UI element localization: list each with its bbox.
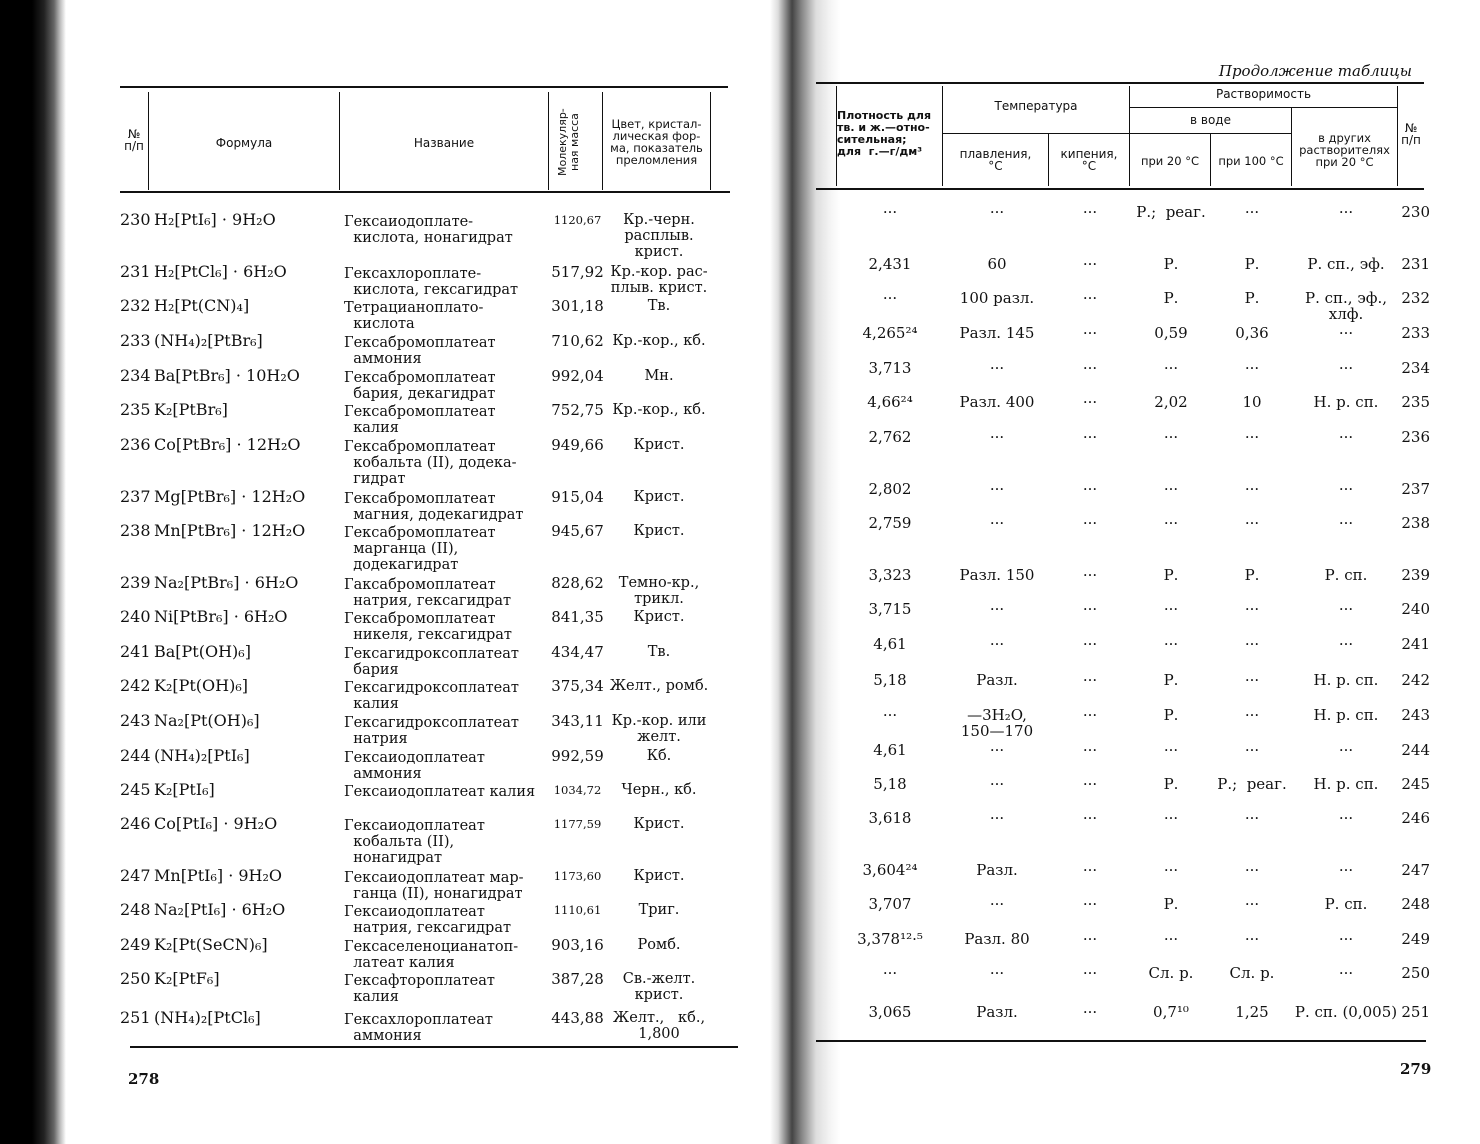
row-solubility-other: Р. сп. (1324, 895, 1368, 913)
row-formula: Mg[PtBr₆] · 12H₂O (154, 487, 306, 506)
row-color-form: Крист. (633, 609, 685, 625)
row-molecular-mass: 1034,72 (553, 783, 602, 797)
row-number: 244 (120, 746, 151, 765)
row-molecular-mass: 387,28 (551, 970, 604, 988)
row-color-form: Кр.-кор. рас- плыв. крист. (610, 264, 708, 296)
row-melting-point: ··· (989, 635, 1005, 653)
row-density: ··· (882, 289, 898, 307)
row-formula: Ni[PtBr₆] · 6H₂O (154, 607, 288, 626)
row-solubility-20: ··· (1163, 741, 1179, 759)
row-density: 4,61 (873, 635, 907, 653)
row-solubility-other: ··· (1338, 930, 1354, 948)
row-molecular-mass: 1120,67 (553, 213, 602, 227)
row-molecular-mass: 443,88 (551, 1009, 604, 1027)
row-solubility-other: ··· (1338, 600, 1354, 618)
row-density: 3,065 (868, 1003, 912, 1021)
row-name: Гексагидроксоплатеат бария (344, 646, 519, 678)
header-boiling: кипения, °С (1060, 147, 1118, 173)
row-solubility-20: ··· (1163, 480, 1179, 498)
left-bottom-rule (130, 1046, 738, 1048)
row-boiling-point: ··· (1082, 741, 1098, 759)
row-name: Гаксабромоплатеат натрия, гексагидрат (344, 577, 512, 609)
row-number-right: 242 (1401, 671, 1430, 689)
row-number: 243 (120, 711, 151, 730)
row-solubility-20: Р. (1163, 706, 1179, 724)
row-number: 247 (120, 866, 151, 885)
row-number-right: 250 (1401, 964, 1430, 982)
row-number-right: 238 (1401, 514, 1430, 532)
header-density: Плотность для тв. и ж.—отно- сительная; для г.—г/дм³ (837, 109, 932, 158)
row-number-right: 237 (1401, 480, 1430, 498)
row-solubility-100: Р.; реаг. (1217, 775, 1287, 793)
row-solubility-100: ··· (1244, 359, 1260, 377)
row-solubility-100: ··· (1244, 861, 1260, 879)
row-name: Гексагидроксоплатеат натрия (344, 715, 519, 747)
row-boiling-point: ··· (1082, 324, 1098, 342)
row-boiling-point: ··· (1082, 600, 1098, 618)
row-solubility-other: ··· (1338, 359, 1354, 377)
row-melting-point: ··· (989, 600, 1005, 618)
row-color-form: Крист. (633, 523, 685, 539)
row-color-form: Кр.-кор., кб. (612, 402, 706, 418)
row-molecular-mass: 752,75 (551, 401, 604, 419)
row-solubility-other: Р. сп., эф. (1307, 255, 1385, 273)
row-number: 235 (120, 400, 151, 419)
row-melting-point: Разл. 400 (959, 393, 1035, 411)
row-number-right: 240 (1401, 600, 1430, 618)
row-name: Гексабромоплатеат никеля, гексагидрат (344, 611, 512, 643)
row-solubility-20: Сл. р. (1148, 964, 1194, 982)
row-melting-point: ··· (989, 203, 1005, 221)
row-solubility-20: Р.; реаг. (1136, 203, 1206, 221)
row-number-right: 236 (1401, 428, 1430, 446)
row-name: Гексаиодоплатеат аммония (344, 750, 485, 782)
row-formula: (NH₄)₂[PtBr₆] (154, 331, 263, 350)
row-density: 4,66²⁴ (867, 393, 913, 411)
row-boiling-point: ··· (1082, 809, 1098, 827)
row-solubility-20: ··· (1163, 359, 1179, 377)
row-molecular-mass: 1177,59 (553, 817, 602, 831)
row-solubility-other: ··· (1338, 480, 1354, 498)
row-solubility-other: ··· (1338, 324, 1354, 342)
row-color-form: Тв. (647, 644, 671, 660)
row-boiling-point: ··· (1082, 964, 1098, 982)
row-number: 248 (120, 900, 151, 919)
row-number-right: 235 (1401, 393, 1430, 411)
row-number-right: 233 (1401, 324, 1430, 342)
row-name: Гексабромоплатеат бария, декагидрат (344, 370, 496, 402)
row-melting-point: ··· (989, 480, 1005, 498)
row-solubility-100: Р. (1244, 289, 1260, 307)
row-color-form: Черн., кб. (621, 782, 697, 798)
row-number-right: 231 (1401, 255, 1430, 273)
row-number: 234 (120, 366, 151, 385)
row-formula: K₂[PtF₆] (154, 969, 220, 988)
row-solubility-100: Р. (1244, 255, 1260, 273)
row-solubility-100: ··· (1244, 809, 1260, 827)
header-formula: Формула (215, 136, 273, 150)
right-bottom-rule (816, 1040, 1426, 1042)
row-molecular-mass: 992,59 (551, 747, 604, 765)
row-solubility-100: ··· (1244, 706, 1260, 724)
row-formula: Na₂[Pt(OH)₆] (154, 711, 260, 730)
row-molecular-mass: 841,35 (551, 608, 604, 626)
row-number: 249 (120, 935, 151, 954)
row-color-form: Крист. (633, 868, 685, 884)
row-solubility-100: ··· (1244, 895, 1260, 913)
row-solubility-20: Р. (1163, 289, 1179, 307)
row-number-right: 251 (1401, 1003, 1430, 1021)
row-molecular-mass: 434,47 (551, 643, 604, 661)
row-density: 5,18 (873, 671, 907, 689)
row-name: Гексабромоплатеат калия (344, 404, 496, 436)
row-melting-point: Разл. 80 (964, 930, 1030, 948)
row-color-form: Желт., ромб. (609, 678, 709, 694)
row-number-right: 232 (1401, 289, 1430, 307)
row-density: ··· (882, 203, 898, 221)
row-solubility-20: ··· (1163, 635, 1179, 653)
row-molecular-mass: 301,18 (551, 297, 604, 315)
row-molecular-mass: 375,34 (551, 677, 604, 695)
row-color-form: Св.-желт. крист. (622, 971, 696, 1003)
row-name: Гексабромоплатеат кобальта (II), додека- гидрат (344, 439, 517, 487)
row-solubility-other: ··· (1338, 428, 1354, 446)
row-name: Гексафтороплатеат калия (344, 973, 495, 1005)
row-solubility-100: 1,25 (1235, 1003, 1269, 1021)
row-density: 2,759 (868, 514, 912, 532)
row-density: 3,323 (868, 566, 912, 584)
header-color: Цвет, кристал- лическая фор- ма, показатель преломления (610, 117, 703, 167)
row-density: 4,265²⁴ (862, 324, 918, 342)
row-solubility-100: ··· (1244, 671, 1260, 689)
row-formula: H₂[PtCl₆] · 6H₂O (154, 262, 287, 281)
row-formula: Na₂[PtBr₆] · 6H₂O (154, 573, 299, 592)
row-number-right: 243 (1401, 706, 1430, 724)
row-solubility-other: ··· (1338, 964, 1354, 982)
row-solubility-other: Р. сп. (0,005) (1294, 1003, 1398, 1021)
row-melting-point: Разл. 150 (959, 566, 1035, 584)
row-melting-point: 60 (987, 255, 1007, 273)
row-molecular-mass: 903,16 (551, 936, 604, 954)
row-name: Гексабромоплатеат магния, додекагидрат (344, 491, 524, 523)
row-color-form: Триг. (638, 902, 680, 918)
row-boiling-point: ··· (1082, 428, 1098, 446)
row-formula: H₂[PtI₆] · 9H₂O (154, 210, 276, 229)
row-boiling-point: ··· (1082, 1003, 1098, 1021)
row-number: 241 (120, 642, 151, 661)
row-formula: H₂[Pt(CN)₄] (154, 296, 250, 315)
row-color-form: Кр.-кор., кб. (612, 333, 706, 349)
row-color-form: Темно-кр., трикл. (618, 575, 700, 607)
row-number-right: 239 (1401, 566, 1430, 584)
row-number: 233 (120, 331, 151, 350)
row-formula: K₂[Pt(SeCN)₆] (154, 935, 268, 954)
row-boiling-point: ··· (1082, 393, 1098, 411)
row-name: Гексаиодоплатеат натрия, гексагидрат (344, 904, 512, 936)
row-number: 250 (120, 969, 151, 988)
row-formula: Co[PtI₆] · 9H₂O (154, 814, 278, 833)
row-name: Гексаиодоплатеат калия (344, 784, 536, 800)
row-number-right: 244 (1401, 741, 1430, 759)
row-formula: Mn[PtBr₆] · 12H₂O (154, 521, 306, 540)
header-at-100: при 100 °С (1218, 154, 1284, 168)
row-boiling-point: ··· (1082, 671, 1098, 689)
row-name: Гексахлороплатеат аммония (344, 1012, 493, 1044)
row-number: 238 (120, 521, 151, 540)
header-temperature: Температура (994, 99, 1078, 113)
row-melting-point: 100 разл. (959, 289, 1035, 307)
row-color-form: Кр.-кор. или желт. (611, 713, 707, 745)
row-name: Гексагидроксоплатеат калия (344, 680, 519, 712)
row-melting-point: ··· (989, 775, 1005, 793)
row-solubility-other: ··· (1338, 203, 1354, 221)
row-boiling-point: ··· (1082, 289, 1098, 307)
row-melting-point: ··· (989, 964, 1005, 982)
row-density: 5,18 (873, 775, 907, 793)
row-number-right: 247 (1401, 861, 1430, 879)
continuation-caption: Продолжение таблицы (1218, 62, 1412, 80)
row-solubility-100: ··· (1244, 428, 1260, 446)
row-solubility-20: 0,7¹⁰ (1153, 1003, 1189, 1021)
row-density: 3,378¹²·⁵ (857, 930, 923, 948)
row-number: 236 (120, 435, 151, 454)
row-number-right: 234 (1401, 359, 1430, 377)
row-name: Гексаиодоплатеат кобальта (II), нонагидрат (344, 818, 485, 866)
row-color-form: Тв. (647, 298, 671, 314)
row-solubility-20: ··· (1163, 930, 1179, 948)
row-number-right: 248 (1401, 895, 1430, 913)
row-number: 251 (120, 1008, 151, 1027)
row-color-form: Ромб. (637, 937, 681, 953)
row-solubility-other: ··· (1338, 635, 1354, 653)
row-boiling-point: ··· (1082, 775, 1098, 793)
page-number-right: 279 (1400, 1060, 1432, 1078)
row-solubility-20: ··· (1163, 861, 1179, 879)
row-solubility-100: ··· (1244, 635, 1260, 653)
header-num: № п/п (124, 127, 144, 153)
row-solubility-other: ··· (1338, 809, 1354, 827)
row-boiling-point: ··· (1082, 635, 1098, 653)
row-density: 3,604²⁴ (862, 861, 918, 879)
row-melting-point: ··· (989, 741, 1005, 759)
row-number-right: 249 (1401, 930, 1430, 948)
row-solubility-100: 0,36 (1235, 324, 1269, 342)
row-solubility-20: Р. (1163, 566, 1179, 584)
row-density: ··· (882, 964, 898, 982)
row-color-form: Мн. (644, 368, 674, 384)
row-molecular-mass: 828,62 (551, 574, 604, 592)
row-number: 232 (120, 296, 151, 315)
row-number: 231 (120, 262, 151, 281)
row-formula: K₂[PtBr₆] (154, 400, 228, 419)
row-boiling-point: ··· (1082, 566, 1098, 584)
row-number: 245 (120, 780, 151, 799)
row-boiling-point: ··· (1082, 706, 1098, 724)
book-edge-shadow (0, 0, 66, 1144)
row-molecular-mass: 1173,60 (553, 869, 602, 883)
row-solubility-other: ··· (1338, 861, 1354, 879)
row-density: 2,802 (868, 480, 912, 498)
row-color-form: Желт., кб., 1,800 (612, 1010, 706, 1042)
header-name: Название (413, 136, 475, 150)
row-solubility-other: Р. сп. (1324, 566, 1368, 584)
header-other-solvents: в других растворителях при 20 °С (1299, 131, 1390, 169)
row-formula: Co[PtBr₆] · 12H₂O (154, 435, 301, 454)
row-molecular-mass: 949,66 (551, 436, 604, 454)
row-boiling-point: ··· (1082, 255, 1098, 273)
row-solubility-100: Сл. р. (1229, 964, 1275, 982)
row-solubility-20: ··· (1163, 514, 1179, 532)
row-formula: Mn[PtI₆] · 9H₂O (154, 866, 283, 885)
row-formula: K₂[PtI₆] (154, 780, 215, 799)
row-melting-point: ··· (989, 428, 1005, 446)
row-boiling-point: ··· (1082, 514, 1098, 532)
row-solubility-20: 2,02 (1154, 393, 1188, 411)
header-melting: плавления, °С (959, 147, 1032, 173)
row-solubility-100: ··· (1244, 930, 1260, 948)
row-solubility-20: 0,59 (1154, 324, 1188, 342)
row-name: Тетрацианоплато- кислота (344, 300, 484, 332)
row-melting-point: ··· (989, 809, 1005, 827)
header-at-20: при 20 °С (1140, 154, 1200, 168)
row-number: 230 (120, 210, 151, 229)
row-density: 2,762 (868, 428, 912, 446)
row-melting-point: ··· (989, 514, 1005, 532)
row-formula: Ba[Pt(OH)₆] (154, 642, 251, 661)
row-molecular-mass: 517,92 (551, 263, 604, 281)
row-number: 242 (120, 676, 151, 695)
row-molecular-mass: 1110,61 (553, 903, 602, 917)
row-melting-point: —3H₂O, 150—170 (960, 706, 1034, 740)
row-boiling-point: ··· (1082, 930, 1098, 948)
row-color-form: Кр.-черн. расплыв. крист. (623, 212, 695, 260)
row-name: Гексаиодоплате- кислота, нонагидрат (344, 214, 513, 246)
row-boiling-point: ··· (1082, 359, 1098, 377)
row-color-form: Кб. (646, 748, 672, 764)
row-name: Гексабромоплатеат аммония (344, 335, 496, 367)
row-melting-point: Разл. (976, 861, 1018, 879)
row-name: Гексаиодоплатеат мар- ганца (II), нонагидрат (344, 870, 524, 902)
row-molecular-mass: 710,62 (551, 332, 604, 350)
row-color-form: Крист. (633, 437, 685, 453)
row-name: Гексахлороплате- кислота, гексагидрат (344, 266, 519, 298)
row-solubility-100: ··· (1244, 480, 1260, 498)
row-formula: Ba[PtBr₆] · 10H₂O (154, 366, 300, 385)
row-solubility-other: Р. сп., эф., хлф. (1304, 289, 1387, 323)
row-name: Гексаселеноцианатоп- латеат калия (344, 939, 519, 971)
book-gutter-shadow (770, 0, 840, 1144)
row-density: 3,713 (868, 359, 912, 377)
row-solubility-100: ··· (1244, 741, 1260, 759)
row-solubility-20: ··· (1163, 809, 1179, 827)
header-in-water: в воде (1190, 113, 1231, 127)
row-solubility-100: Р. (1244, 566, 1260, 584)
row-formula: K₂[Pt(OH)₆] (154, 676, 249, 695)
row-density: 2,431 (868, 255, 912, 273)
row-molecular-mass: 915,04 (551, 488, 604, 506)
row-boiling-point: ··· (1082, 203, 1098, 221)
row-solubility-other: Н. р. сп. (1313, 706, 1379, 724)
row-number-right: 245 (1401, 775, 1430, 793)
row-boiling-point: ··· (1082, 895, 1098, 913)
row-melting-point: ··· (989, 359, 1005, 377)
row-density: 3,715 (868, 600, 912, 618)
row-solubility-100: ··· (1244, 203, 1260, 221)
row-solubility-20: Р. (1163, 255, 1179, 273)
row-solubility-20: ··· (1163, 428, 1179, 446)
page-number-left: 278 (128, 1070, 160, 1088)
row-number-right: 246 (1401, 809, 1430, 827)
row-solubility-20: Р. (1163, 671, 1179, 689)
row-solubility-other: ··· (1338, 741, 1354, 759)
header-molecular-mass: Молекуляр- ная масса (556, 108, 581, 176)
row-solubility-other: Н. р. сп. (1313, 775, 1379, 793)
row-color-form: Крист. (633, 489, 685, 505)
row-formula: (NH₄)₂[PtI₆] (154, 746, 250, 765)
row-number: 239 (120, 573, 151, 592)
row-solubility-100: ··· (1244, 600, 1260, 618)
row-color-form: Крист. (633, 816, 685, 832)
row-melting-point: ··· (989, 895, 1005, 913)
row-number-right: 241 (1401, 635, 1430, 653)
row-melting-point: Разл. 145 (959, 324, 1035, 342)
row-name: Гексабромоплатеат марганца (II), додекагидрат (344, 525, 496, 573)
row-melting-point: Разл. (976, 671, 1018, 689)
row-solubility-20: Р. (1163, 775, 1179, 793)
row-number-right: 230 (1401, 203, 1430, 221)
row-solubility-20: Р. (1163, 895, 1179, 913)
row-density: 3,618 (868, 809, 912, 827)
row-solubility-100: ··· (1244, 514, 1260, 532)
row-formula: (NH₄)₂[PtCl₆] (154, 1008, 261, 1027)
row-number: 246 (120, 814, 151, 833)
header-solubility: Растворимость (1215, 87, 1312, 101)
row-number: 240 (120, 607, 151, 626)
header-num-right: № п/п (1401, 121, 1421, 147)
row-molecular-mass: 343,11 (551, 712, 604, 730)
row-solubility-100: 10 (1242, 393, 1262, 411)
row-density: 3,707 (868, 895, 912, 913)
row-melting-point: Разл. (976, 1003, 1018, 1021)
row-solubility-other: Н. р. сп. (1313, 393, 1379, 411)
row-density: ··· (882, 706, 898, 724)
row-solubility-other: Н. р. сп. (1313, 671, 1379, 689)
row-solubility-20: ··· (1163, 600, 1179, 618)
row-formula: Na₂[PtI₆] · 6H₂O (154, 900, 286, 919)
row-molecular-mass: 992,04 (551, 367, 604, 385)
row-number: 237 (120, 487, 151, 506)
row-solubility-other: ··· (1338, 514, 1354, 532)
row-boiling-point: ··· (1082, 861, 1098, 879)
row-density: 4,61 (873, 741, 907, 759)
row-boiling-point: ··· (1082, 480, 1098, 498)
row-molecular-mass: 945,67 (551, 522, 604, 540)
